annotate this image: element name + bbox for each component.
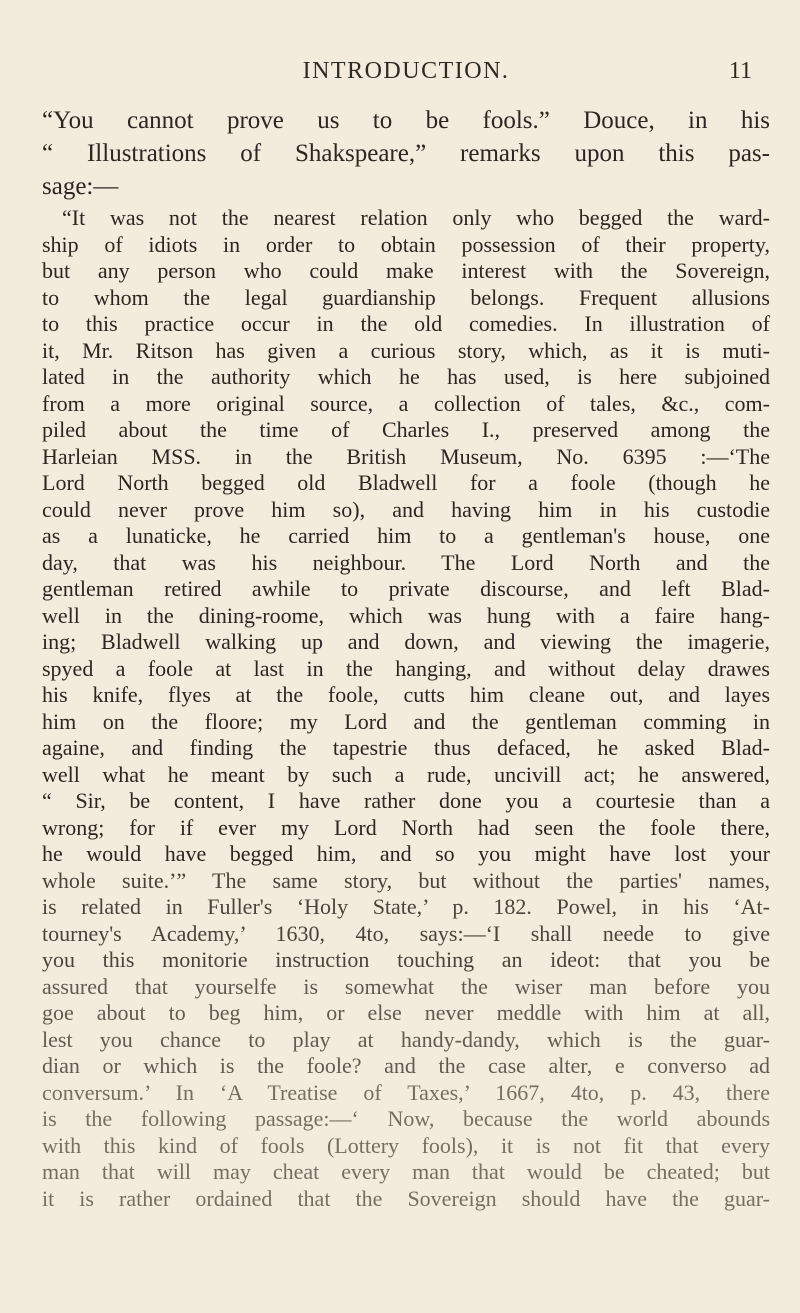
text-line: spyed a foole at last in the hanging, and without delay drawes: [42, 655, 770, 681]
text-line: Lord North begged old Bladwell for a foole (though he: [42, 470, 770, 495]
text-line: tourney's Academy,’ 1630, 4to, says:—‘I shall neede to give: [42, 920, 770, 946]
text-line: “You cannot prove us to be fools.” Douce, in his: [42, 107, 770, 134]
text-line: with this kind of fools (Lottery fools), it is not fit that every: [42, 1132, 770, 1158]
text-line: but any person who could make interest with the Sovereign,: [42, 258, 770, 283]
text-line: it, Mr. Ritson has given a curious story, which, as it is muti-: [42, 337, 770, 363]
text-line: gentleman retired awhile to private discourse, and left Blad-: [42, 576, 770, 601]
quoted-passage: [42, 205, 770, 1212]
text-line: Harleian MSS. in the British Museum, No. 6395 :—‘The: [42, 443, 770, 469]
text-line: “ Illustrations of Shakspeare,” remarks upon this pas-: [42, 140, 770, 167]
text-line: dian or which is the foole? and the case alter, e converso ad: [42, 1053, 770, 1078]
text-line: him on the floore; my Lord and the gentleman comming in: [42, 708, 770, 734]
text-line: his knife, flyes at the foole, cutts him cleane out, and layes: [42, 682, 770, 707]
text-line: he would have begged him, and so you might have lost your: [42, 841, 770, 866]
text-line: to whom the legal guardianship belongs. Frequent allusions: [42, 284, 770, 310]
text-line: is related in Fuller's ‘Holy State,’ p. 182. Powel, in his ‘At-: [42, 894, 770, 919]
running-head: [42, 58, 770, 94]
text-line: sage:—: [42, 173, 119, 200]
opening-quotation: [42, 104, 770, 203]
text-line: “ Sir, be content, I have rather done you a courtesie than a: [42, 788, 770, 813]
text-line: day, that was his neighbour. The Lord North and the: [42, 549, 770, 575]
text-line: from a more original source, a collection of tales, &c., com-: [42, 390, 770, 416]
text-line: piled about the time of Charles I., preserved among the: [42, 417, 770, 442]
text-line: to this practice occur in the old comedies. In illustration of: [42, 311, 770, 336]
text-line: as a lunaticke, he carried him to a gentleman's house, one: [42, 523, 770, 548]
text-line: is the following passage:—‘ Now, because the world abounds: [42, 1106, 770, 1131]
text-line: lated in the authority which he has used, is here subjoined: [42, 364, 770, 389]
text-line: whole suite.’” The same story, but without the parties' names,: [42, 867, 770, 893]
text-line: it is rather ordained that the Sovereign should have the guar-: [42, 1185, 770, 1211]
text-line: againe, and finding the tapestrie thus defaced, he asked Blad-: [42, 735, 770, 760]
text-line: assured that yourselfe is somewhat the wiser man before you: [42, 973, 770, 999]
text-line: could never prove him so), and having him in his custodie: [42, 496, 770, 522]
text-line: ing; Bladwell walking up and down, and viewing the imagerie,: [42, 629, 770, 654]
text-line: lest you chance to play at handy-dandy, which is the guar-: [42, 1026, 770, 1052]
page-number: 11: [728, 58, 752, 84]
text-line: you this monitorie instruction touching an ideot: that you be: [42, 947, 770, 972]
text-line: well in the dining-roome, which was hung with a faire hang-: [42, 602, 770, 628]
text-line: well what he meant by such a rude, uncivill act; he answered,: [42, 761, 770, 787]
text-line: ship of idiots in order to obtain possession of their property,: [42, 231, 770, 257]
text-line: conversum.’ In ‘A Treatise of Taxes,’ 1667, 4to, p. 43, there: [42, 1079, 770, 1105]
running-title: INTRODUCTION.: [302, 58, 510, 84]
text-line: “It was not the nearest relation only who begged the ward-: [62, 205, 770, 230]
text-line: goe about to beg him, or else never meddle with him at all,: [42, 1000, 770, 1025]
text-line: man that will may cheat every man that would be cheated; but: [42, 1159, 770, 1184]
text-line: wrong; for if ever my Lord North had seen the foole there,: [42, 814, 770, 840]
